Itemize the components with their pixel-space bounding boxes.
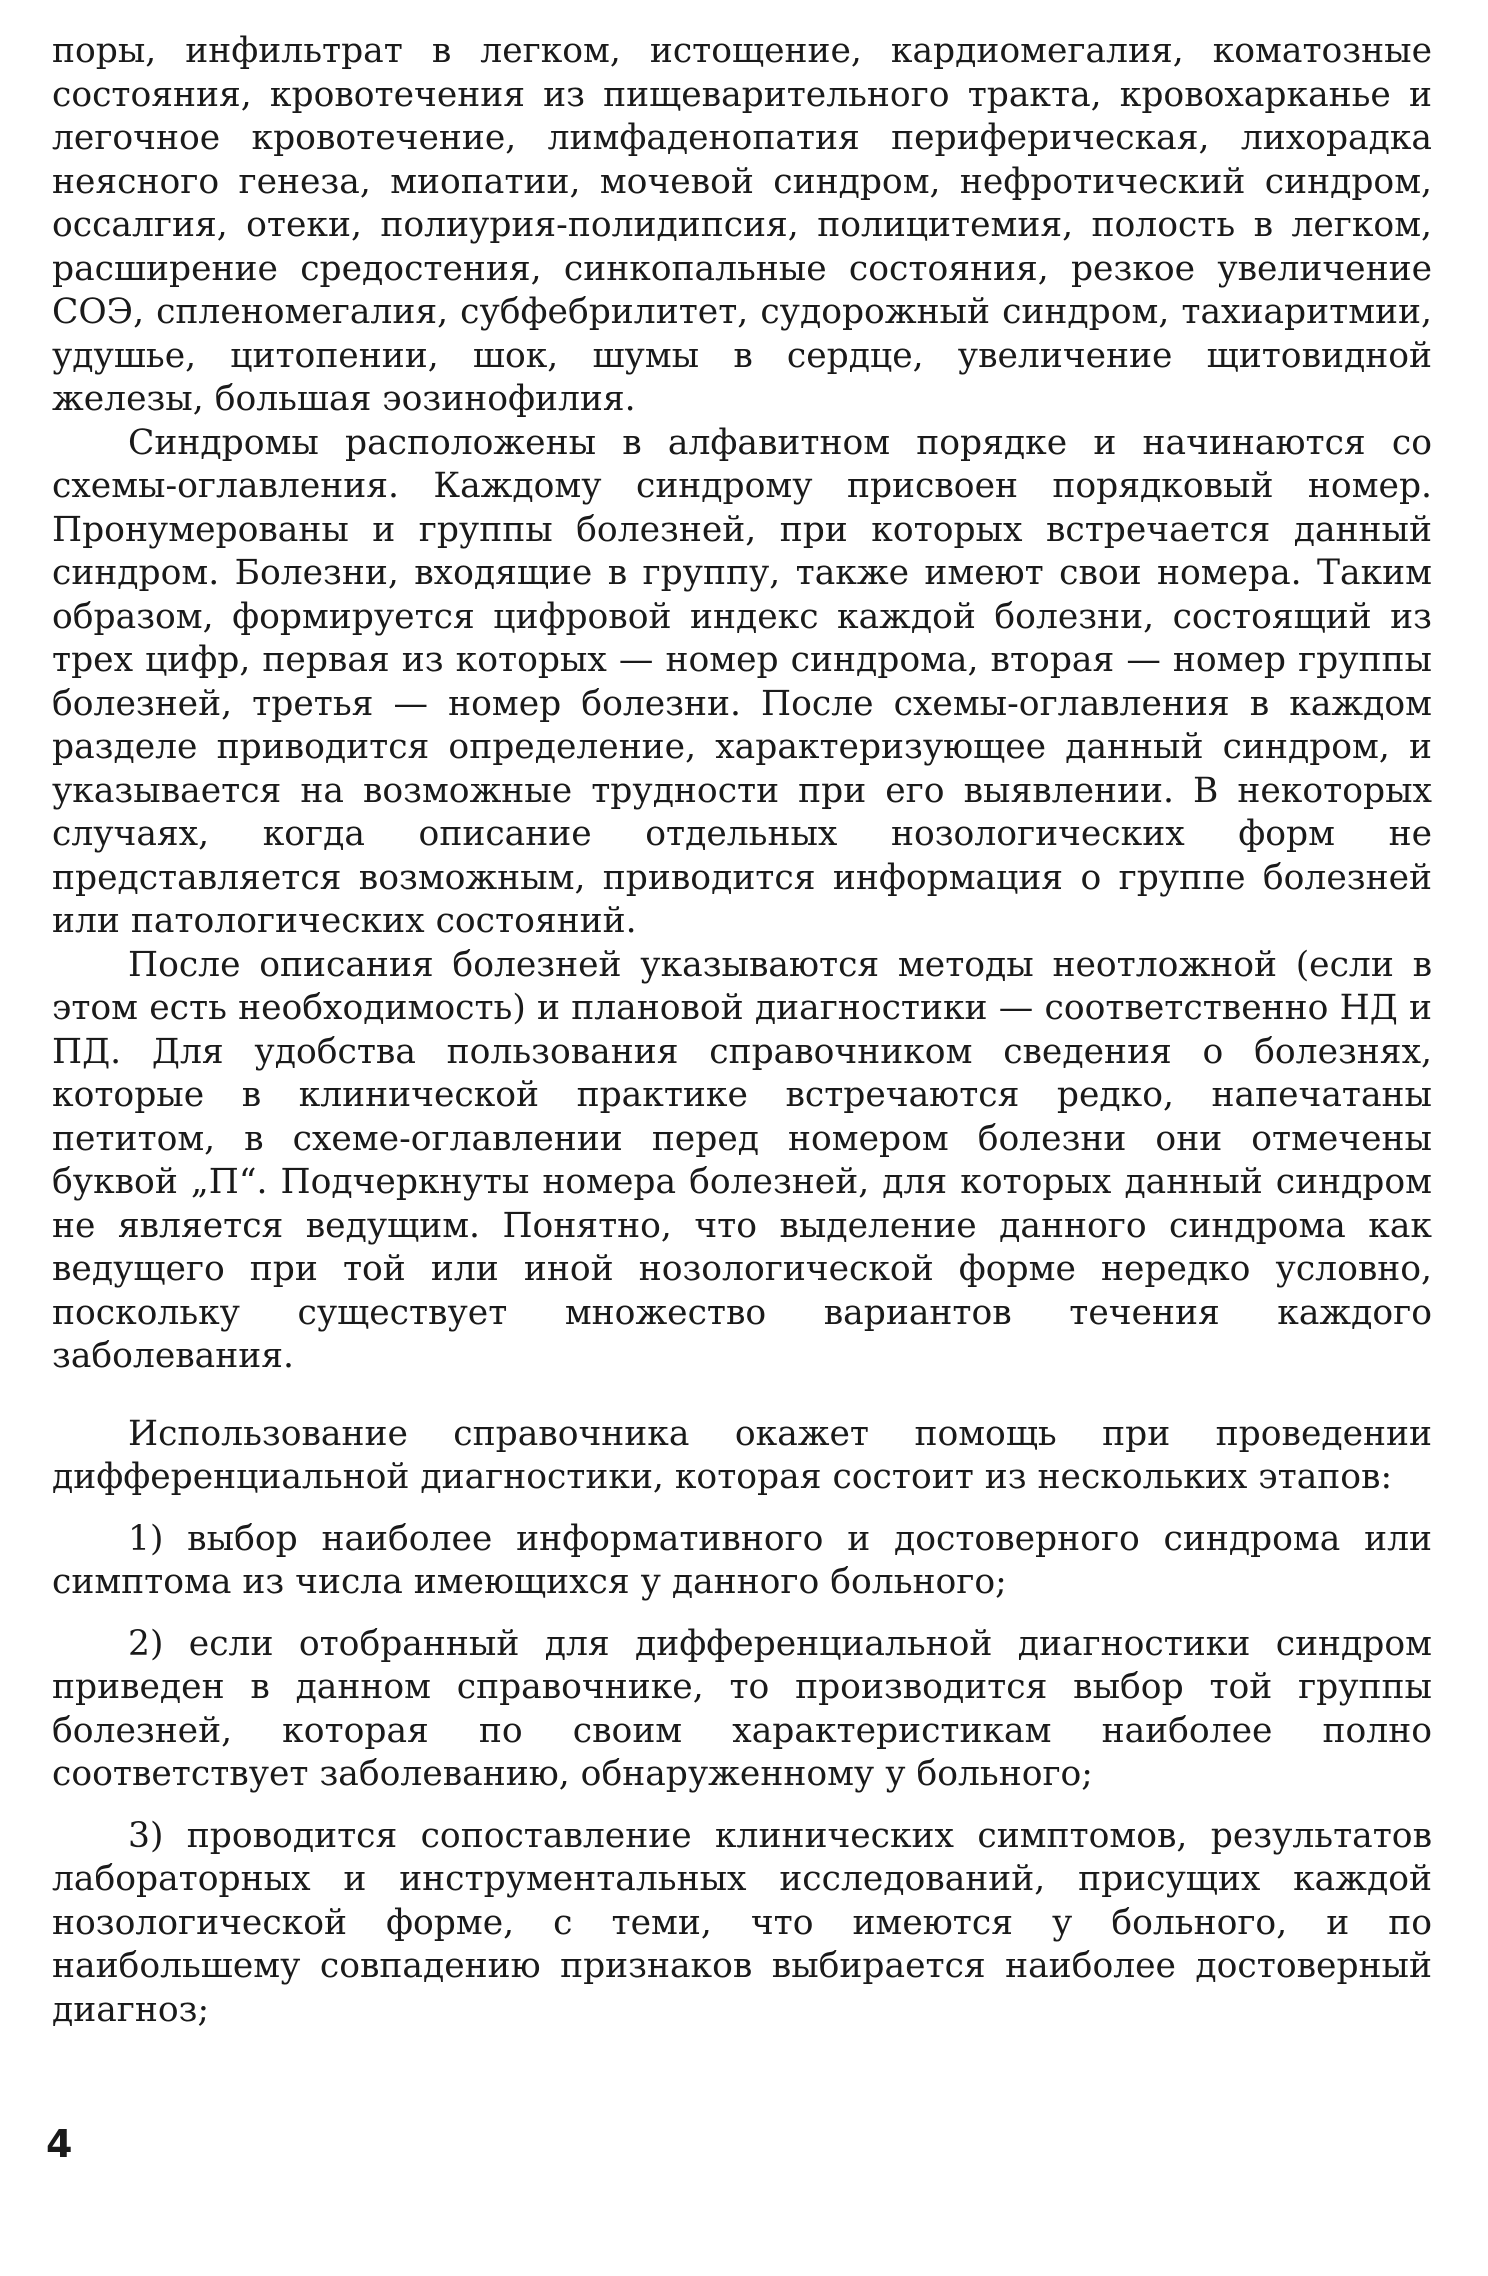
page-number: 4: [46, 2122, 73, 2166]
paragraph-structure: Синдромы расположены в алфавитном порядке и начинаются со схемы-оглавления. Каждому синдрому присвоен порядковый номер. Пронумерованы и группы болезней, при которых встречается данный синдром. Болезни, входящие в группу, также имеют свои номера. Таким образом, формируется цифровой индекс каждой болезни, состоящий из трех цифр, первая из которых — номер синдрома, вторая — номер группы болезней, третья — номер болезни. После схемы-оглавления в каждом разделе приводится определение, характеризующее данный синдром, и указывается на возможные трудности при его выявлении. В некоторых случаях, когда описание отдельных нозологических форм не представляется возможным, приводится информация о группе болезней или патологических состояний.: [52, 422, 1432, 941]
list-item-step-3: 3) проводится сопоставление клинических симптомов, результатов лабораторных и инструментальных исследований, присущих каждой нозологической форме, с теми, что имеются у больного, и по наибольшему совпадению признаков выбирается наиболее достоверный диагноз;: [52, 1815, 1432, 2030]
paragraph-usage-intro: Использование справочника окажет помощь при проведении дифференциальной диагностики, которая состоит из нескольких этапов:: [52, 1413, 1432, 1497]
list-item-step-1: 1) выбор наиболее информативного и достоверного синдрома или симптома из числа имеющихся у данного больного;: [52, 1518, 1432, 1602]
paragraph-syndrome-list: поры, инфильтрат в легком, истощение, кардиомегалия, коматозные состояния, кровотечения из пищеварительного тракта, кровохарканье и легочное кровотечение, лимфаденопатия периферическая, лихорадка неясного генеза, миопатии, мочевой синдром, нефротический синдром, оссалгия, отеки, полиурия-полидипсия, полицитемия, полость в легком, расширение средостения, синкопальные состояния, резкое увеличение СОЭ, спленомегалия, субфебрилитет, судорожный синдром, тахиаритмии, удушье, цитопении, шок, шумы в сердце, увеличение щитовидной железы, большая эозинофилия.: [52, 31, 1432, 419]
list-item-step-2: 2) если отобранный для дифференциальной диагностики синдром приведен в данном справочнике, то производится выбор той группы болезней, которая по своим характеристикам наиболее полно соответствует заболеванию, обнаруженному у больного;: [52, 1623, 1432, 1794]
page-body: [52, 30, 1432, 2032]
paragraph-diagnostics: После описания болезней указываются методы неотложной (если в этом есть необходимость) и плановой диагностики — соответственно НД и ПД. Для удобства пользования справочником сведения о болезнях, которые в клинической практике встречаются редко, напечатаны петитом, в схеме-оглавлении перед номером болезни они отмечены буквой „П“. Подчеркнуты номера болезней, для которых данный синдром не является ведущим. Понятно, что выделение данного синдрома как ведущего при той или иной нозологической форме нередко условно, поскольку существует множество вариантов течения каждого заболевания.: [52, 944, 1432, 1376]
